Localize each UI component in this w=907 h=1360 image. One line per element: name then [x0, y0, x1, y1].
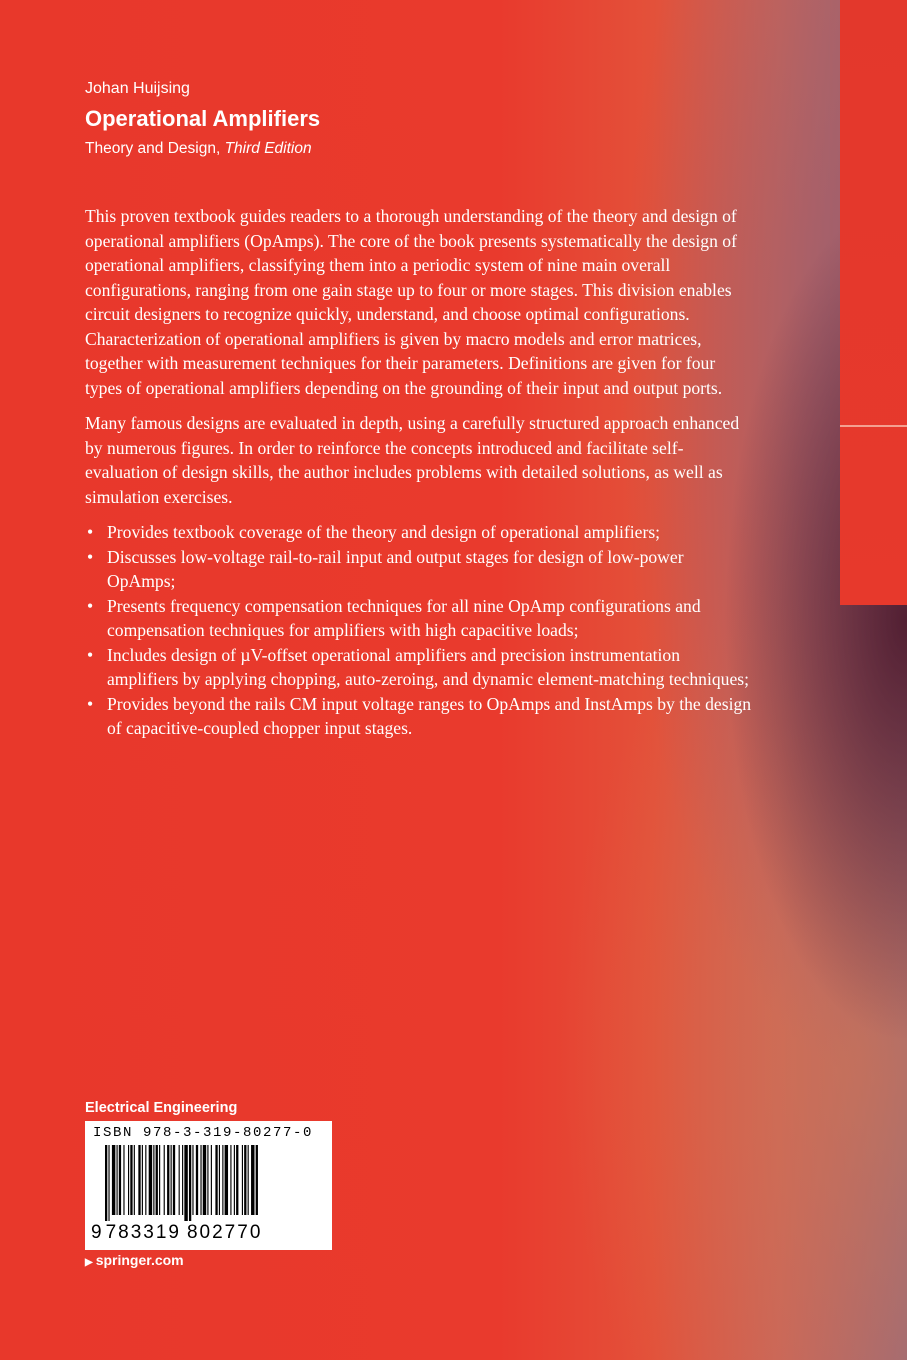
- barcode-bar: [242, 1145, 243, 1215]
- barcode-digit-group: 802770: [186, 1222, 263, 1243]
- blurb-paragraph: This proven textbook guides readers to a thorough understanding of the theory and design of operational amplifiers (OpAmps). The core of the book presents systematically the design of operational amplifiers, classifying them into a periodic system of nine main overall configurations, ranging from one gain stage up to four or more stages. This division enables circuit designers to recognize quickly, understand, and choose optimal configurations. Characterization of operational amplifiers is given by macro models and error matrices, together with measurement techniques for their parameters. Definitions are given for four types of operational amplifiers depending on the grounding of their input and output ports.: [85, 206, 737, 398]
- feature-list: [85, 520, 755, 741]
- barcode-bar: [215, 1145, 217, 1215]
- book-title: Operational Amplifiers: [85, 106, 321, 131]
- barcode-bar: [173, 1145, 175, 1215]
- barcode-digit-group: 783319: [105, 1222, 181, 1243]
- edition-text: Third Edition: [224, 140, 312, 157]
- barcode-bar: [207, 1145, 208, 1215]
- barcode-bar: [200, 1145, 201, 1215]
- barcode-bar: [219, 1145, 220, 1215]
- barcode-bar: [251, 1145, 254, 1215]
- feature-text: Presents frequency compensation techniques for all nine OpAmp configurations and compensation techniques for amplifiers with high capacitive loads;: [107, 595, 701, 640]
- barcode-bar: [171, 1145, 172, 1215]
- isbn-barcode: [85, 1121, 332, 1250]
- barcode-bar: [130, 1145, 132, 1215]
- barcode-bar: [196, 1145, 198, 1215]
- barcode-bar: [159, 1145, 160, 1215]
- bullet-dot: •: [87, 693, 94, 714]
- barcode-bar: [182, 1145, 183, 1215]
- barcode-bar: [189, 1145, 191, 1221]
- feature-list-item: [85, 545, 755, 594]
- feature-list-item: [85, 520, 755, 545]
- publisher-link[interactable]: [85, 1252, 184, 1268]
- bullet-dot: •: [87, 644, 94, 665]
- barcode-bar: [164, 1145, 165, 1215]
- barcode-digit-lead: 9: [91, 1222, 102, 1243]
- barcode-bar: [192, 1145, 193, 1215]
- barcode-bar: [167, 1145, 169, 1215]
- bullet-dot: •: [87, 522, 94, 542]
- barcode-bar: [179, 1145, 180, 1215]
- barcode-bar: [149, 1145, 152, 1215]
- barcode-bar: [184, 1145, 187, 1221]
- barcode-bar: [156, 1145, 158, 1215]
- barcode-bar: [112, 1145, 115, 1215]
- barcode-bar: [211, 1145, 212, 1215]
- feature-text: Discusses low-voltage rail-to-rail input and output stages for design of low-power OpAmps;: [107, 546, 684, 591]
- spine-accent-strip: [840, 0, 907, 605]
- barcode-bar: [134, 1145, 135, 1215]
- barcode-bar: [244, 1145, 246, 1215]
- barcode-bar: [138, 1145, 140, 1215]
- feature-list-item: [85, 692, 755, 741]
- blurb-paragraph: Many famous designs are evaluated in depth, using a carefully structured approach enhanced by numerous figures. In order to reinforce the concepts introduced and facilitate self-evaluation of design skills, the author includes problems with detailed solutions, as well as simulation exercises.: [85, 413, 740, 507]
- blurb: [85, 204, 755, 741]
- barcode-bar: [222, 1145, 223, 1215]
- barcode-bar: [119, 1145, 121, 1215]
- arrow-right-icon: ▶: [85, 1257, 93, 1268]
- barcode-bar: [153, 1145, 154, 1215]
- barcode-bar: [225, 1145, 228, 1215]
- feature-list-item: [85, 643, 755, 692]
- bullet-dot: •: [87, 546, 94, 567]
- subtitle-text: Theory and Design,: [85, 140, 221, 157]
- bullet-dot: •: [87, 595, 94, 616]
- barcode-bar: [256, 1145, 258, 1215]
- barcode-bar: [142, 1145, 143, 1215]
- feature-list-item: [85, 594, 755, 643]
- feature-text: Provides textbook coverage of the theory and design of operational amplifiers;: [107, 522, 661, 542]
- barcode-bar: [123, 1145, 124, 1215]
- barcode-bar: [236, 1145, 238, 1215]
- feature-text: Includes design of µV-offset operational amplifiers and precision instrumentation amplifiers by applying chopping, auto-zeroing, and dynamic element-matching techniques;: [107, 644, 749, 689]
- barcode-bars: [105, 1145, 317, 1221]
- barcode-bar: [234, 1145, 235, 1215]
- barcode-bar: [128, 1145, 129, 1215]
- author-name: Johan Huijsing: [85, 80, 190, 97]
- book-subtitle: [85, 140, 312, 158]
- barcode-bar: [248, 1145, 249, 1215]
- isbn-label: ISBN 978-3-319-80277-0: [93, 1125, 314, 1141]
- spine-accent-line: [840, 425, 907, 427]
- barcode-bar: [145, 1145, 146, 1215]
- barcode-bar: [117, 1145, 118, 1215]
- barcode-bar: [108, 1145, 109, 1221]
- barcode-bar: [203, 1145, 206, 1215]
- barcode-bar: [105, 1145, 107, 1221]
- barcode-digits: [91, 1222, 262, 1244]
- publisher-url: springer.com: [95, 1252, 184, 1268]
- subject-category: Electrical Engineering: [85, 1100, 238, 1116]
- barcode-bar: [230, 1145, 231, 1215]
- feature-text: Provides beyond the rails CM input voltage ranges to OpAmps and InstAmps by the design of capacitive-coupled chopper input stages.: [107, 693, 752, 738]
